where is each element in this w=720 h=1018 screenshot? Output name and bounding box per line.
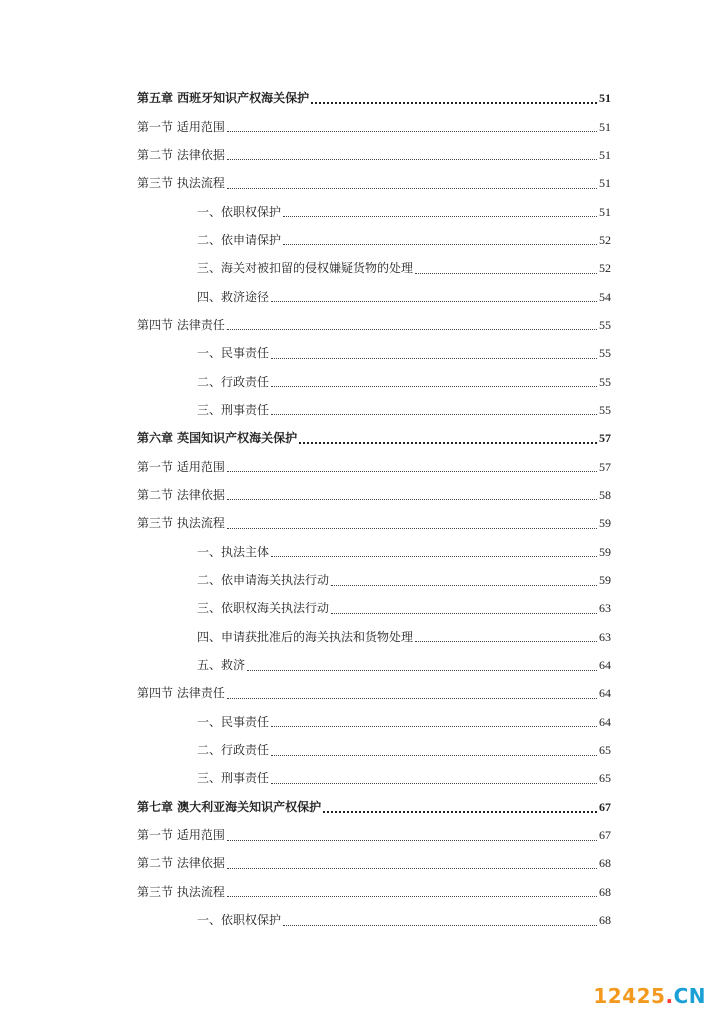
toc-section-entry[interactable] bbox=[137, 821, 611, 849]
toc-page-number: 55 bbox=[599, 374, 611, 389]
toc-dot-leader bbox=[331, 585, 597, 586]
toc-page-number: 55 bbox=[599, 346, 611, 361]
toc-dot-leader bbox=[283, 925, 597, 926]
toc-entry-label: 一、民事责任 bbox=[197, 346, 270, 361]
toc-page-number: 67 bbox=[599, 828, 611, 843]
toc-page-number: 64 bbox=[599, 714, 611, 729]
toc-entry-label: 二、行政责任 bbox=[197, 743, 270, 758]
toc-page-number: 54 bbox=[599, 289, 611, 304]
toc-entry-label: 第二节 法律依据 bbox=[137, 856, 225, 871]
toc-page-number: 67 bbox=[599, 799, 611, 814]
toc-page-number: 57 bbox=[599, 431, 611, 446]
toc-dot-leader bbox=[299, 442, 597, 444]
toc-dot-leader bbox=[271, 358, 597, 359]
toc-entry-label: 三、刑事责任 bbox=[197, 771, 270, 786]
toc-chapter-entry[interactable] bbox=[137, 793, 611, 821]
toc-page-number: 59 bbox=[599, 544, 611, 559]
toc-dot-leader bbox=[311, 102, 597, 104]
site-watermark-logo bbox=[593, 984, 706, 1008]
toc-subsection-entry[interactable] bbox=[137, 906, 611, 934]
toc-section-entry[interactable] bbox=[137, 311, 611, 339]
toc-section-entry[interactable] bbox=[137, 481, 611, 509]
toc-page-number: 68 bbox=[599, 856, 611, 871]
toc-dot-leader bbox=[283, 216, 597, 217]
toc-dot-leader bbox=[271, 414, 597, 415]
toc-entry-label: 一、依职权保护 bbox=[197, 204, 282, 219]
toc-entry-label: 第七章 澳大利亚海关知识产权保护 bbox=[137, 799, 322, 814]
toc-dot-leader bbox=[227, 840, 597, 841]
toc-entry-label: 二、行政责任 bbox=[197, 374, 270, 389]
toc-page-number: 57 bbox=[599, 459, 611, 474]
toc-entry-label: 四、救济途径 bbox=[197, 289, 270, 304]
toc-dot-leader bbox=[227, 698, 597, 699]
toc-entry-label: 四、申请获批准后的海关执法和货物处理 bbox=[197, 629, 414, 644]
toc-section-entry[interactable] bbox=[137, 169, 611, 197]
toc-subsection-entry[interactable] bbox=[137, 736, 611, 764]
toc-section-entry[interactable] bbox=[137, 878, 611, 906]
toc-entry-label: 第四节 法律责任 bbox=[137, 317, 225, 332]
toc-page-number: 59 bbox=[599, 516, 611, 531]
toc-dot-leader bbox=[331, 613, 597, 614]
toc-entry-label: 三、海关对被扣留的侵权嫌疑货物的处理 bbox=[197, 261, 414, 276]
toc-section-entry[interactable] bbox=[137, 679, 611, 707]
toc-entry-label: 第二节 法律依据 bbox=[137, 487, 225, 502]
toc-dot-leader bbox=[227, 329, 597, 330]
toc-section-entry[interactable] bbox=[137, 112, 611, 140]
toc-page-number: 65 bbox=[599, 743, 611, 758]
toc-page-number: 51 bbox=[599, 91, 611, 106]
toc-entry-label: 第三节 执法流程 bbox=[137, 884, 225, 899]
toc-page-number: 51 bbox=[599, 204, 611, 219]
toc-entry-label: 第一节 适用范围 bbox=[137, 459, 225, 474]
toc-page-number: 52 bbox=[599, 261, 611, 276]
toc-page-number: 52 bbox=[599, 232, 611, 247]
toc-subsection-entry[interactable] bbox=[137, 282, 611, 310]
toc-subsection-entry[interactable] bbox=[137, 764, 611, 792]
toc-entry-label: 第三节 执法流程 bbox=[137, 176, 225, 191]
toc-entry-label: 一、民事责任 bbox=[197, 714, 270, 729]
table-of-contents bbox=[137, 84, 611, 934]
toc-section-entry[interactable] bbox=[137, 452, 611, 480]
toc-dot-leader bbox=[271, 783, 597, 784]
toc-dot-leader bbox=[227, 131, 597, 132]
toc-subsection-entry[interactable] bbox=[137, 339, 611, 367]
watermark-number: 12425 bbox=[593, 984, 666, 1008]
toc-entry-label: 第三节 执法流程 bbox=[137, 516, 225, 531]
toc-dot-leader bbox=[227, 499, 597, 500]
toc-chapter-entry[interactable] bbox=[137, 84, 611, 112]
toc-subsection-entry[interactable] bbox=[137, 367, 611, 395]
toc-dot-leader bbox=[227, 471, 597, 472]
toc-dot-leader bbox=[271, 301, 597, 302]
watermark-suffix: CN bbox=[673, 984, 706, 1008]
toc-section-entry[interactable] bbox=[137, 141, 611, 169]
toc-page-number: 51 bbox=[599, 119, 611, 134]
toc-page-number: 68 bbox=[599, 913, 611, 928]
toc-subsection-entry[interactable] bbox=[137, 197, 611, 225]
toc-dot-leader bbox=[283, 244, 597, 245]
toc-subsection-entry[interactable] bbox=[137, 396, 611, 424]
toc-entry-label: 五、救济 bbox=[197, 658, 246, 673]
toc-entry-label: 三、依职权海关执法行动 bbox=[197, 601, 330, 616]
toc-entry-label: 第四节 法律责任 bbox=[137, 686, 225, 701]
toc-subsection-entry[interactable] bbox=[137, 708, 611, 736]
toc-dot-leader bbox=[227, 188, 597, 189]
toc-subsection-entry[interactable] bbox=[137, 254, 611, 282]
toc-dot-leader bbox=[271, 726, 597, 727]
toc-page-number: 55 bbox=[599, 317, 611, 332]
toc-subsection-entry[interactable] bbox=[137, 538, 611, 566]
toc-entry-label: 第二节 法律依据 bbox=[137, 147, 225, 162]
toc-subsection-entry[interactable] bbox=[137, 566, 611, 594]
toc-subsection-entry[interactable] bbox=[137, 651, 611, 679]
toc-section-entry[interactable] bbox=[137, 509, 611, 537]
toc-entry-label: 三、刑事责任 bbox=[197, 402, 270, 417]
toc-subsection-entry[interactable] bbox=[137, 623, 611, 651]
toc-entry-label: 第一节 适用范围 bbox=[137, 119, 225, 134]
toc-dot-leader bbox=[227, 528, 597, 529]
toc-dot-leader bbox=[271, 556, 597, 557]
toc-section-entry[interactable] bbox=[137, 849, 611, 877]
toc-entry-label: 一、依职权保护 bbox=[197, 913, 282, 928]
toc-page-number: 64 bbox=[599, 686, 611, 701]
toc-dot-leader bbox=[271, 386, 597, 387]
toc-dot-leader bbox=[415, 273, 597, 274]
toc-entry-label: 第五章 西班牙知识产权海关保护 bbox=[137, 91, 310, 106]
toc-page-number: 59 bbox=[599, 573, 611, 588]
watermark-dot: . bbox=[665, 984, 674, 1008]
toc-dot-leader bbox=[271, 755, 597, 756]
toc-page-number: 68 bbox=[599, 884, 611, 899]
toc-dot-leader bbox=[247, 670, 597, 671]
toc-page-number: 63 bbox=[599, 601, 611, 616]
toc-dot-leader bbox=[415, 641, 597, 642]
toc-entry-label: 二、依申请海关执法行动 bbox=[197, 573, 330, 588]
toc-page-number: 65 bbox=[599, 771, 611, 786]
toc-entry-label: 一、执法主体 bbox=[197, 544, 270, 559]
toc-dot-leader bbox=[323, 811, 597, 813]
toc-page-number: 64 bbox=[599, 658, 611, 673]
toc-dot-leader bbox=[227, 896, 597, 897]
toc-dot-leader bbox=[227, 868, 597, 869]
toc-subsection-entry[interactable] bbox=[137, 226, 611, 254]
toc-page-number: 51 bbox=[599, 147, 611, 162]
toc-page-number: 63 bbox=[599, 629, 611, 644]
toc-subsection-entry[interactable] bbox=[137, 594, 611, 622]
toc-entry-label: 第六章 英国知识产权海关保护 bbox=[137, 431, 298, 446]
toc-page-number: 55 bbox=[599, 402, 611, 417]
toc-dot-leader bbox=[227, 159, 597, 160]
toc-chapter-entry[interactable] bbox=[137, 424, 611, 452]
toc-page-number: 58 bbox=[599, 487, 611, 502]
toc-entry-label: 第一节 适用范围 bbox=[137, 828, 225, 843]
toc-entry-label: 二、依申请保护 bbox=[197, 232, 282, 247]
toc-page-number: 51 bbox=[599, 176, 611, 191]
